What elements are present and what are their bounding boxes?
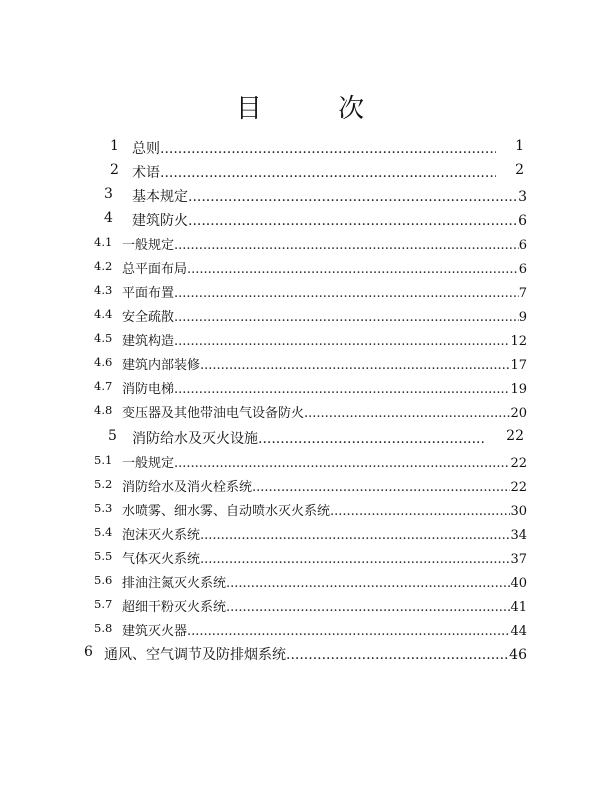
toc-entry-number: 5.5 [94, 549, 113, 563]
toc-dot-leader [160, 141, 496, 157]
toc-entry[interactable] [0, 282, 600, 304]
toc-dot-leader [252, 480, 510, 495]
toc-dot-leader [304, 406, 510, 421]
toc-entry-leader [122, 596, 527, 615]
toc-entry-leader [122, 572, 527, 591]
page-title: 目 次 [235, 94, 399, 124]
toc-entry-page: 17 [510, 358, 527, 373]
toc-entry-leader [132, 138, 496, 158]
toc-entry-number: 4.5 [94, 331, 113, 345]
toc-entry[interactable] [0, 186, 600, 208]
toc-dot-leader [160, 165, 496, 181]
toc-entry[interactable] [0, 306, 600, 328]
toc-entry-number: 5.1 [94, 453, 113, 467]
toc-dot-leader [286, 647, 509, 663]
toc-entry[interactable] [0, 452, 600, 474]
toc-dot-leader [187, 262, 519, 277]
toc-entry[interactable] [0, 258, 600, 280]
toc-entry-title: 消防给水及灭火设施 [132, 431, 258, 447]
toc-entry-page: 1 [515, 138, 524, 154]
toc-entry-page: 22 [510, 480, 527, 495]
toc-entry-title: 泡沫灭火系统 [122, 528, 201, 543]
toc-entry[interactable] [0, 330, 600, 352]
toc-entry-leader [122, 500, 527, 519]
toc-entry-page: 7 [518, 286, 527, 301]
toc-dot-leader [200, 552, 510, 567]
toc-entry[interactable] [0, 596, 600, 618]
toc-entry-title: 建筑防火 [132, 213, 188, 229]
toc-entry-leader [122, 354, 527, 373]
toc-entry-number: 5.3 [94, 501, 113, 515]
toc-entry-title: 术语 [132, 165, 160, 181]
toc-entry-title: 通风、空气调节及防排烟系统 [104, 647, 286, 663]
toc-entry-page: 46 [509, 647, 527, 663]
toc-entry-page: 37 [510, 552, 527, 567]
toc-entry-title: 消防电梯 [122, 382, 175, 397]
toc-entry[interactable] [0, 620, 600, 642]
toc-entry-page: 22 [506, 428, 524, 444]
toc-entry-number: 5.8 [94, 621, 113, 635]
toc-entry-page: 44 [510, 624, 527, 639]
toc-entry-title: 建筑构造 [122, 334, 175, 349]
toc-entry-title: 排油注氮灭火系统 [122, 576, 227, 591]
toc-entry-number: 6 [84, 644, 93, 660]
toc-entry[interactable] [0, 354, 600, 376]
toc-dot-leader [174, 456, 510, 471]
toc-entry-number: 5.4 [94, 525, 113, 539]
toc-entry-page: 3 [518, 189, 527, 205]
toc-entry-title: 变压器及其他带油电气设备防火 [122, 406, 305, 421]
toc-entry-number: 5.7 [94, 597, 113, 611]
toc-entry-page: 34 [510, 528, 527, 543]
toc-entry-title: 总则 [132, 141, 160, 157]
toc-entry-number: 3 [104, 186, 113, 202]
toc-entry-title: 总平面布局 [122, 262, 188, 277]
toc-entry-title: 超细干粉灭火系统 [122, 600, 227, 615]
toc-entry[interactable] [0, 548, 600, 570]
toc-entry-title: 水喷雾、细水雾、自动喷水灭火系统 [122, 504, 331, 519]
toc-dot-leader [174, 382, 510, 397]
toc-entry-leader [132, 162, 496, 182]
toc-dot-leader [258, 431, 486, 447]
toc-entry-page: 6 [518, 238, 527, 253]
toc-entry-page: 30 [510, 504, 527, 519]
toc-entry-leader [122, 282, 527, 301]
toc-entry-number: 1 [110, 138, 119, 154]
toc-entry[interactable] [0, 500, 600, 522]
toc-entry-number: 4.3 [94, 283, 113, 297]
toc-entry-leader [104, 644, 527, 664]
toc-dot-leader [226, 600, 510, 615]
toc-entry[interactable] [0, 138, 600, 160]
toc-entry-leader [122, 620, 527, 639]
toc-dot-leader [188, 213, 518, 229]
toc-entry-number: 4.4 [94, 307, 113, 321]
toc-entry-title: 基本规定 [132, 189, 188, 205]
toc-entry-title: 气体灭火系统 [122, 552, 201, 567]
toc-entry-leader [122, 330, 527, 349]
toc-entry-leader [132, 186, 527, 206]
toc-entry-number: 5 [108, 428, 117, 444]
toc-entry[interactable] [0, 210, 600, 232]
toc-entry-title: 平面布置 [122, 286, 175, 301]
toc-entry[interactable] [0, 572, 600, 594]
toc-entry-title: 建筑内部装修 [122, 358, 201, 373]
toc-dot-leader [200, 528, 510, 543]
toc-dot-leader [226, 576, 510, 591]
toc-entry-title: 一般规定 [122, 456, 175, 471]
toc-entry-number: 4 [104, 210, 113, 226]
toc-entry[interactable] [0, 234, 600, 256]
toc-entry-leader [122, 452, 527, 471]
toc-dot-leader [200, 358, 510, 373]
toc-entry-leader [132, 428, 486, 448]
toc-entry-number: 4.1 [94, 235, 113, 249]
toc-entry-page: 41 [510, 600, 527, 615]
toc-entry-title: 一般规定 [122, 238, 175, 253]
toc-entry-page: 6 [518, 213, 527, 229]
toc-entry-leader [122, 258, 527, 277]
toc-dot-leader [187, 624, 510, 639]
toc-entry[interactable] [0, 378, 600, 400]
toc-dot-leader [174, 310, 519, 325]
toc-entry-page: 40 [510, 576, 527, 591]
toc-entry-number: 4.6 [94, 355, 113, 369]
toc-entry[interactable] [0, 162, 600, 184]
toc-dot-leader [330, 504, 510, 519]
toc-entry-page: 9 [518, 310, 527, 325]
toc-entry[interactable] [0, 524, 600, 546]
toc-entry-page: 22 [510, 456, 527, 471]
toc-entry-number: 4.8 [94, 403, 113, 417]
toc-entry-page: 20 [510, 406, 527, 421]
toc-entry-page: 2 [515, 162, 524, 178]
toc-entry[interactable] [0, 476, 600, 498]
toc-dot-leader [174, 286, 519, 301]
toc-entry-leader [122, 548, 527, 567]
toc-dot-leader [174, 334, 510, 349]
toc-entry-title: 消防给水及消火栓系统 [122, 480, 253, 495]
toc-entry-number: 5.2 [94, 477, 113, 491]
toc-entry-title: 建筑灭火器 [122, 624, 188, 639]
toc-entry[interactable] [0, 428, 600, 450]
toc-dot-leader [188, 189, 518, 205]
toc-entry-page: 12 [510, 334, 527, 349]
toc-dot-leader [174, 238, 519, 253]
toc-entry-number: 2 [110, 162, 119, 178]
toc-entry-page: 19 [510, 382, 527, 397]
toc-entry-title: 安全疏散 [122, 310, 175, 325]
toc-entry[interactable] [0, 644, 600, 666]
toc-entry-leader [132, 210, 527, 230]
toc-entry-leader [122, 378, 527, 397]
toc-entry-leader [122, 234, 527, 253]
toc-entry-leader [122, 476, 527, 495]
toc-entry-leader [122, 306, 527, 325]
toc-entry-leader [122, 524, 527, 543]
toc-entry-number: 4.7 [94, 379, 113, 393]
toc-entry-number: 5.6 [94, 573, 113, 587]
toc-entry-leader [122, 402, 527, 421]
toc-entry[interactable] [0, 402, 600, 424]
toc-entry-number: 4.2 [94, 259, 113, 273]
toc-entry-page: 6 [518, 262, 527, 277]
